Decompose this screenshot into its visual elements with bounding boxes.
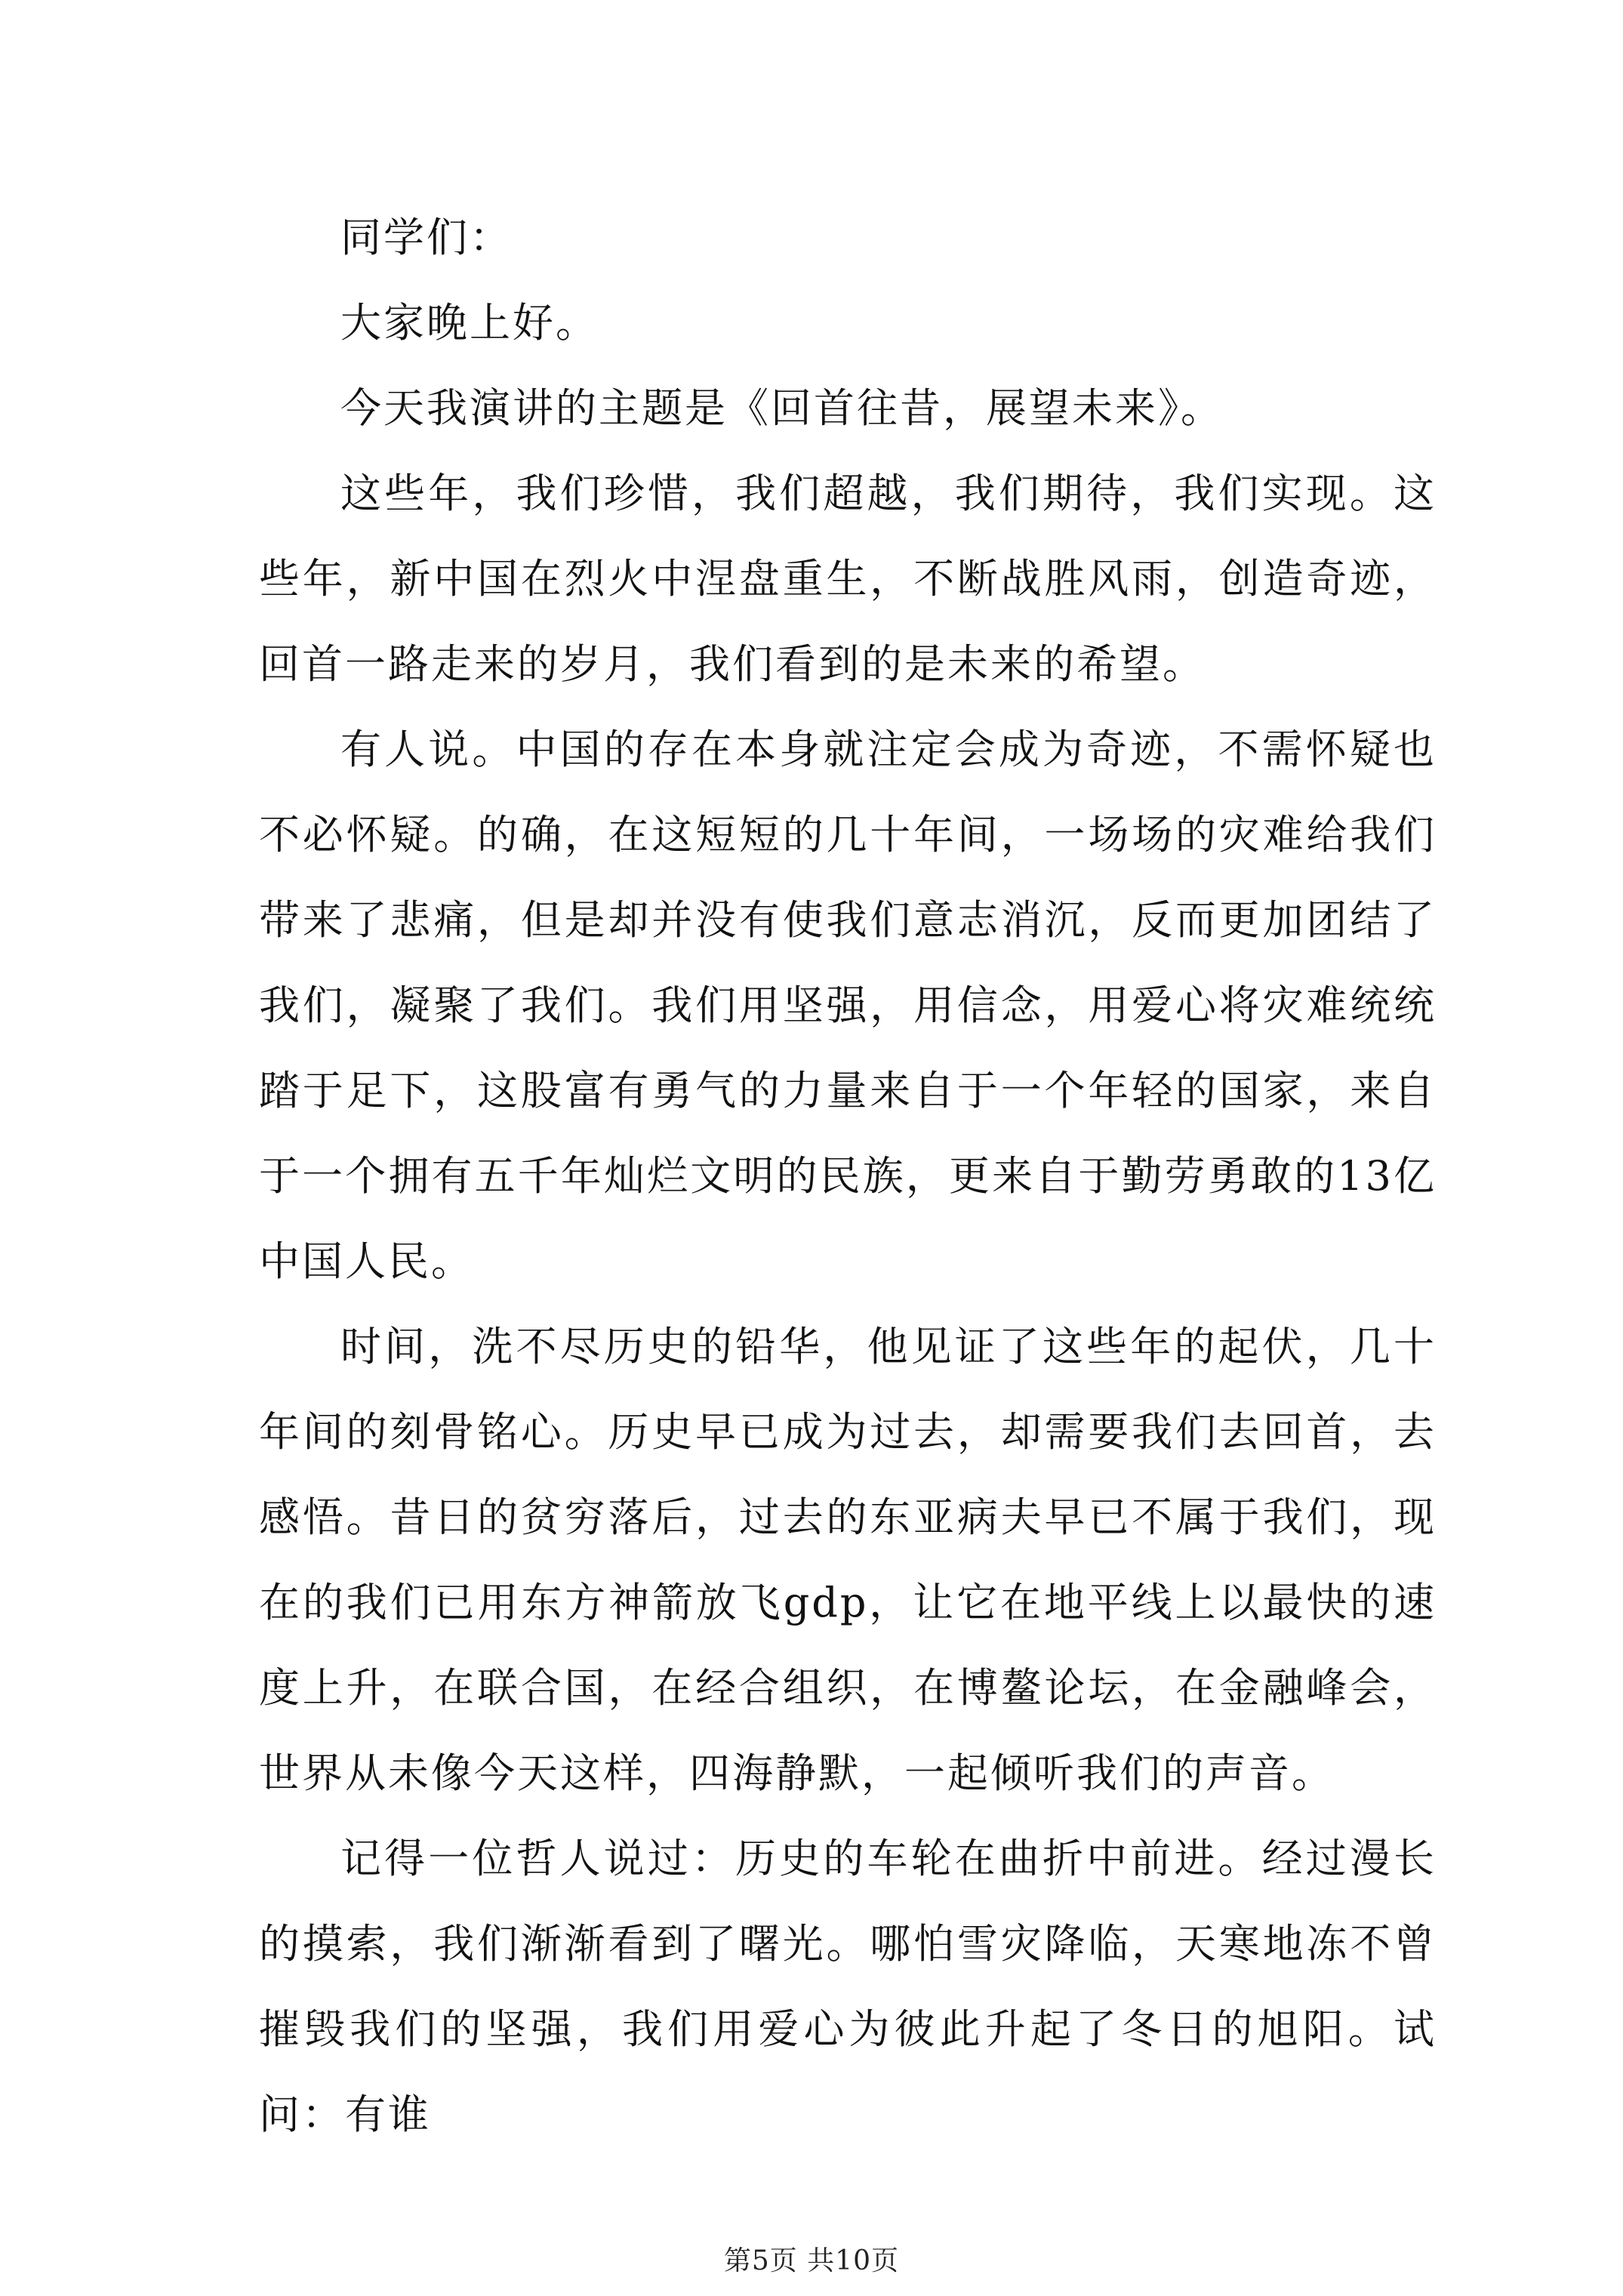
paragraph-body-1: 这些年，我们珍惜，我们超越，我们期待，我们实现。这些年，新中国在烈火中涅盘重生，不断战胜风雨，创造奇迹，回首一路走来的岁月，我们看到的是未来的希望。 <box>259 470 1437 688</box>
paragraph-topic: 今天我演讲的主题是《回首往昔，展望未来》。 <box>340 384 1224 432</box>
page-number-footer: 第5页 共10页 <box>723 2245 900 2276</box>
paragraph-body-3: 时间，洗不尽历史的铅华，他见证了这些年的起伏，几十年间的刻骨铭心。历史早已成为过去，却需要我们去回首，去感悟。昔日的贫穷落后，过去的东亚病夫早已不属于我们，现在的我们已用东方神箭放飞gdp，让它在地平线上以最快的速度上升，在联合国，在经合组织，在博鳌论坛，在金融峰会，世界从未像今天这样，四海静默，一起倾听我们的声音。 <box>259 1323 1437 1797</box>
paragraph-salutation: 同学们： <box>340 214 513 261</box>
paragraph-body-2: 有人说。中国的存在本身就注定会成为奇迹，不需怀疑也不必怀疑。的确，在这短短的几十年间，一场场的灾难给我们带来了悲痛，但是却并没有使我们意志消沉，反而更加团结了我们，凝聚了我们。我们用坚强，用信念，用爱心将灾难统统踏于足下，这股富有勇气的力量来自于一个年轻的国家，来自于一个拥有五千年灿烂文明的民族，更来自于勤劳勇敢的13亿中国人民。 <box>259 726 1437 1285</box>
paragraph-greeting: 大家晚上好。 <box>340 299 599 347</box>
paragraph-body-4: 记得一位哲人说过：历史的车轮在曲折中前进。经过漫长的摸索，我们渐渐看到了曙光。哪怕雪灾降临，天寒地冻不曾摧毁我们的坚强，我们用爱心为彼此升起了冬日的旭阳。试问：有谁 <box>259 1835 1437 2138</box>
document-body <box>259 195 1437 2157</box>
